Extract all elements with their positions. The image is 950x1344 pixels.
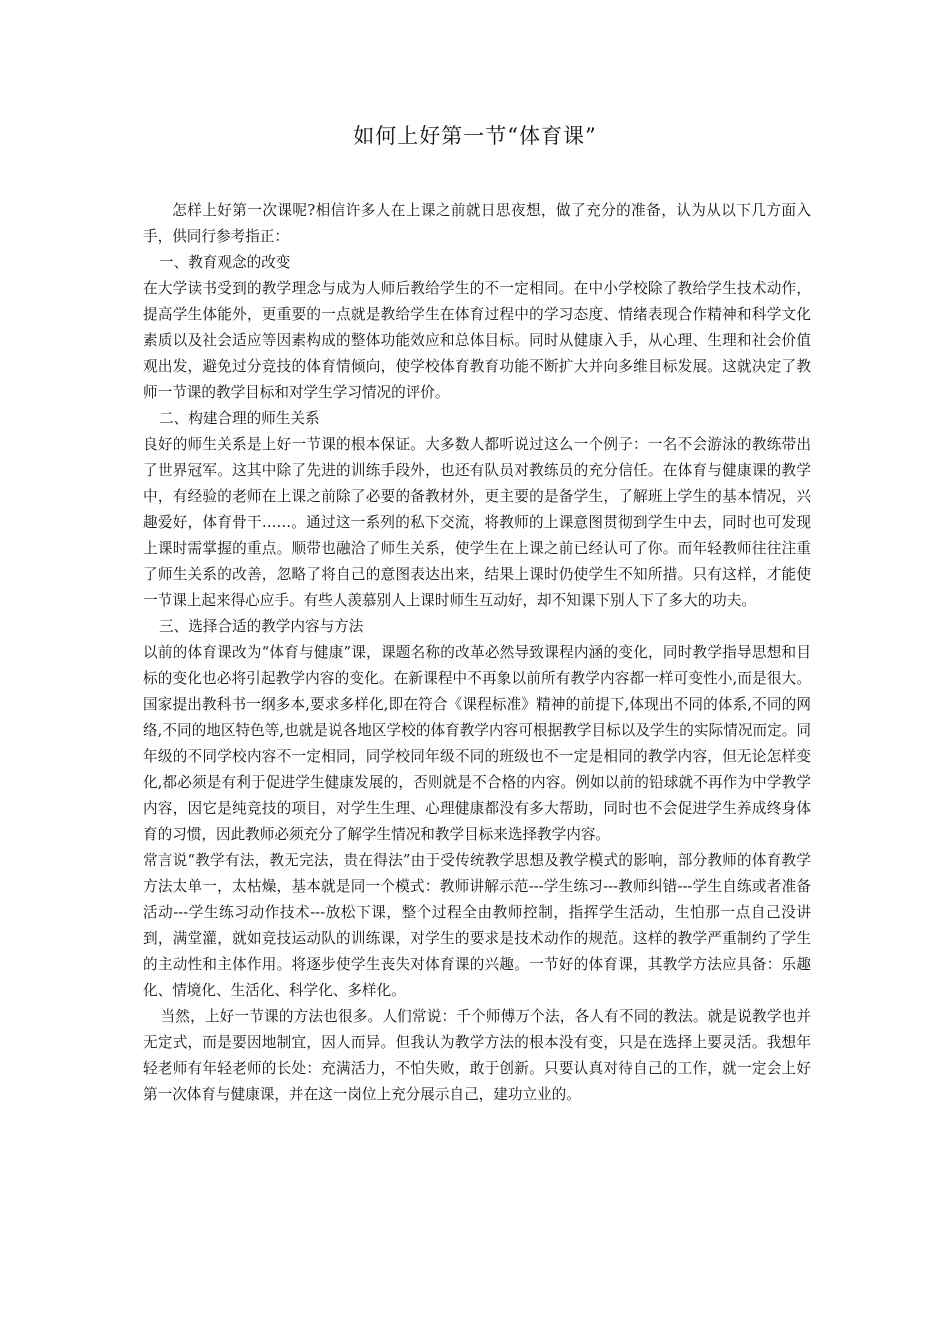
section-1-paragraph: 在大学读书受到的教学理念与成为人师后教给学生的不一定相同。在中小学校除了教给学生技术动作，提高学生体能外，更重要的一点就是教给学生在体育过程中的学习态度、情绪表现合作精神和科学文化素质以及社会适应等因素构成的整体功能效应和总体目标。同时从健康入手，从心理、生理和社会价值观出发，避免过分竞技的体育情倾向，使学校体育教育功能不断扩大并向多维目标发展。这就决定了教师一节课的教学目标和对学生学习情况的评价。 <box>143 280 811 401</box>
document-title: 如何上好第一节“体育课” <box>353 124 597 148</box>
document-body <box>143 198 811 1108</box>
section-heading-1: 一、教育观念的改变 <box>159 254 291 271</box>
section-heading-3: 三、选择合适的教学内容与方法 <box>159 618 364 635</box>
intro-paragraph: 怎样上好第一次课呢?相信许多人在上课之前就日思夜想，做了充分的准备，认为从以下几方面入手，供同行参考指正： <box>143 202 811 245</box>
section-3-paragraph-1: 以前的体育课改为“体育与健康”课，课题名称的改革必然导致课程内涵的变化，同时教学指导思想和目标的变化也必将引起教学内容的变化。在新课程中不再象以前所有教学内容都一样可变性小,而是很大。国家提出教科书一纲多本,要求多样化,即在符合《课程标准》精神的前提下,体现出不同的体系,不同的网络,不同的地区特色等,也就是说各地区学校的体育教学内容可根据教学目标以及学生的实际情况而定。同年级的不同学校内容不一定相同，同学校同年级不同的班级也不一定是相同的教学内容，但无论怎样变化,都必须是有利于促进学生健康发展的，否则就是不合格的内容。例如以前的铅球就不再作为中学教学内容，因它是纯竞技的项目，对学生生理、心理健康都没有多大帮助，同时也不会促进学生养成终身体育的习惯，因此教师必须充分了解学生情况和教学目标来选择教学内容。 <box>143 644 811 843</box>
section-2-paragraph: 良好的师生关系是上好一节课的根本保证。大多数人都听说过这么一个例子：一名不会游泳的教练带出了世界冠军。这其中除了先进的训练手段外，也还有队员对教练员的充分信任。在体育与健康课的教学中，有经验的老师在上课之前除了必要的备教材外，更主要的是备学生，了解班上学生的基本情况，兴趣爱好，体育骨干……。通过这一系列的私下交流，将教师的上课意图贯彻到学生中去，同时也可发现上课时需掌握的重点。顺带也融洽了师生关系，使学生在上课之前已经认可了你。而年轻教师往往注重了师生关系的改善，忽略了将自己的意图表达出来，结果上课时仍使学生不知所措。只有这样，才能使一节课上起来得心应手。有些人羡慕别人上课时师生互动好，却不知课下别人下了多大的功夫。 <box>143 436 811 609</box>
closing-paragraph: 当然，上好一节课的方法也很多。人们常说：千个师傅万个法，各人有不同的教法。就是说教学也并无定式，而是要因地制宜，因人而异。但我认为教学方法的根本没有变，只是在选择上要灵活。我想年轻老师有年轻老师的长处：充满活力，不怕失败，敢于创新。只要认真对待自己的工作，就一定会上好第一次体育与健康课，并在这一岗位上充分展示自己，建功立业的。 <box>143 1008 811 1103</box>
section-3-paragraph-2: 常言说“教学有法，教无完法，贵在得法”由于受传统教学思想及教学模式的影响，部分教师的体育教学方法太单一，太枯燥，基本就是同一个模式：教师讲解示范---学生练习---教师纠错---学生自练或者准备活动---学生练习动作技术---放松下课，整个过程全由教师控制，指挥学生活动，生怕那一点自己没讲到，满堂灌，就如竞技运动队的训练课，对学生的要求是技术动作的规范。这样的教学严重制约了学生的主动性和主体作用。将逐步使学生丧失对体育课的兴趣。一节好的体育课，其教学方法应具备：乐趣化、情境化、生活化、科学化、多样化。 <box>143 852 811 999</box>
section-heading-2: 二、构建合理的师生关系 <box>159 410 320 427</box>
